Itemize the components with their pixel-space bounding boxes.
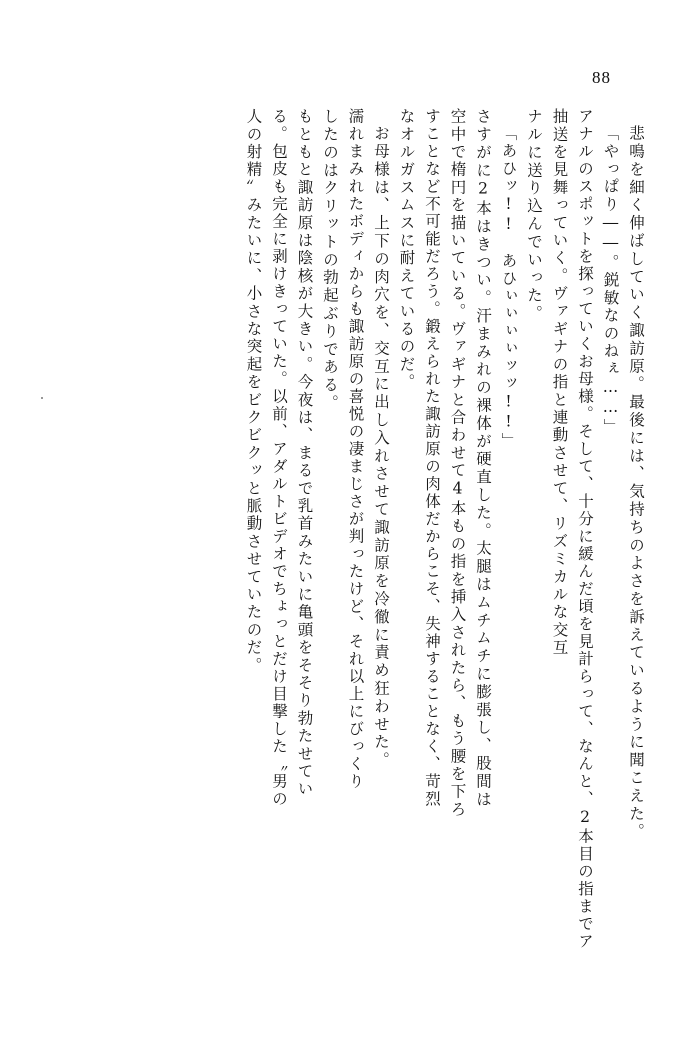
text-line: る。包皮も完全に剥けきっていた。以前、アダルトビデオでちょっとだけ目撃した〝男の xyxy=(270,108,288,808)
text-line: 人の射精〟みたいに、小さな突起をビクビクッと脈動させていたのだ。 xyxy=(244,108,263,675)
text-line: 「やっぱり――。鋭敏なのねぇ……」 xyxy=(601,125,620,436)
text-line: ナルに送り込んでいった。 xyxy=(525,108,543,323)
text-line: したのはクリットの勃起ぶりである。 xyxy=(321,108,339,413)
text-line: 空中で楕円を描いている。ヴァギナと合わせて4本もの指を挿入されたら、もう腰を下ろ xyxy=(448,108,467,819)
text-line: もともと諏訪原は陰核が大きい。今夜は、まるで乳首みたいに亀頭をそそり勃たせてい xyxy=(295,108,314,799)
text-line: さすがに2本はきつい。汗まみれの裸体が硬直した。太腿はムチムチに膨張し、股間は xyxy=(474,108,492,809)
text-line: お母様は、上下の肉穴を、交互に出し入れさせて諏訪原を冷徹に責め狂わせた。 xyxy=(372,125,390,770)
page-number: 88 xyxy=(592,68,611,87)
body-text-block xyxy=(46,108,643,1022)
text-line: 抽送を見舞っていく。ヴァギナの指と連動させて、リズミカルな交互 xyxy=(550,108,569,657)
scan-speck xyxy=(41,397,43,399)
text-line: すことなど不可能だろう。鍛えられた諏訪原の肉体だからこそ、失神することなく、苛烈 xyxy=(423,108,441,808)
text-line: なオルガスムスに耐えているのだ。 xyxy=(397,108,416,392)
text-line: 悲鳴を細く伸ばしていく諏訪原。最後には、気持ちのよさを訴えているように聞こえた。 xyxy=(627,125,645,841)
text-line: 「あひッ!! あひぃぃぃぃッッ!!」 xyxy=(499,125,518,450)
text-line: アナルのスポットを探っていくお母様。そして、十分に緩んだ頃を見計らって、なんと、2本目の指までア xyxy=(576,108,594,951)
text-line: 濡れまみれたボディからも諏訪原の喜悦の凄まじさが判ったけど、それ以上にびっくり xyxy=(346,108,365,791)
